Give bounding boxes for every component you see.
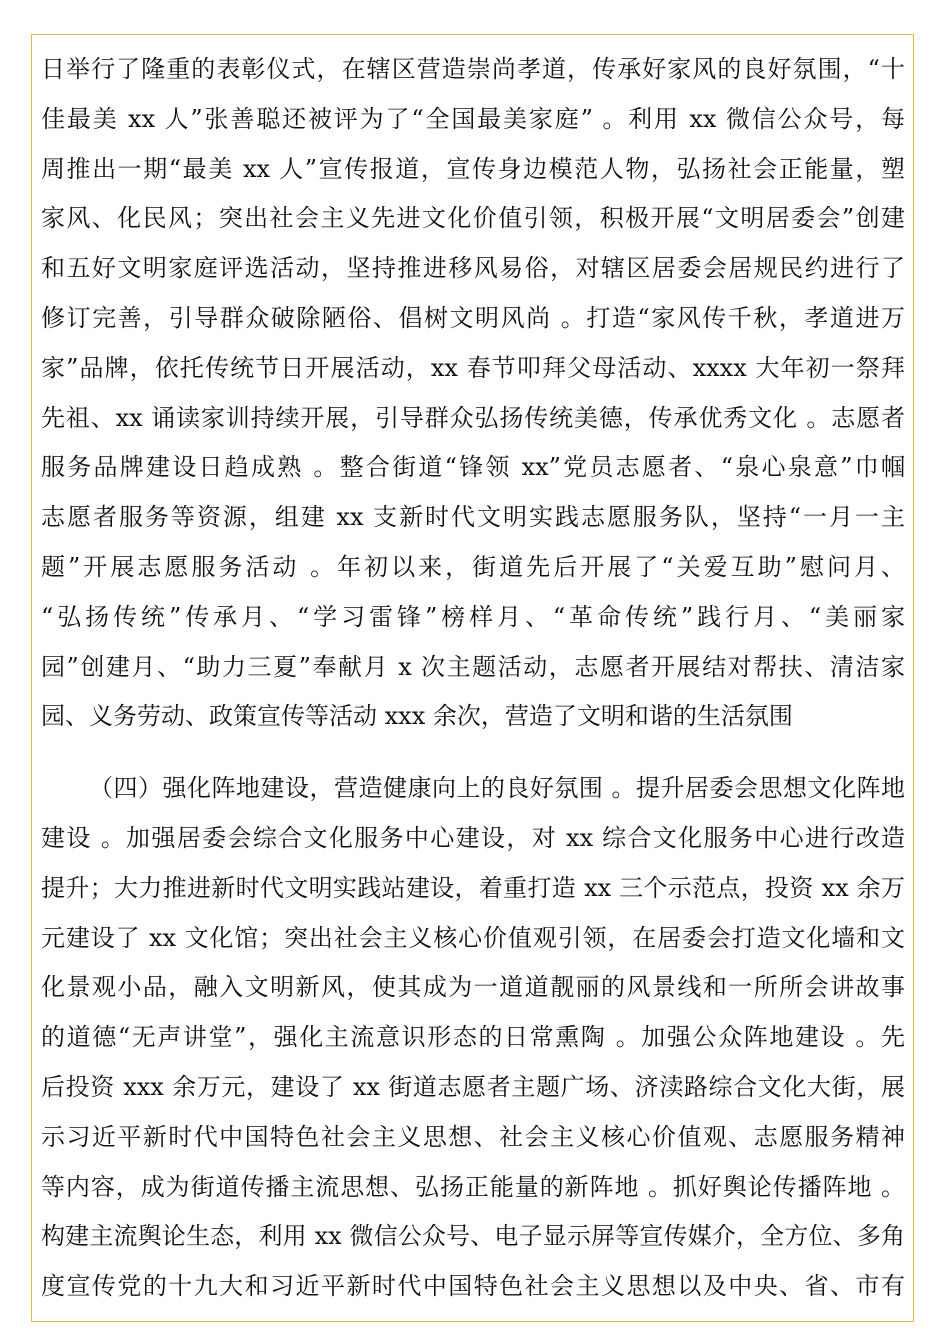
text-line: 家”品牌，依托传统节日开展活动，xx 春节叩拜父母活动、xxxx 大年初一祭拜 <box>41 353 905 382</box>
text-line: 志愿者服务等资源，组建 xx 支新时代文明实践志愿服务队，坚持“一月一主 <box>41 503 905 532</box>
section-heading-line: （四）强化阵地建设，营造健康向上的良好氛围 。提升居委会思想文化阵地 <box>89 774 905 803</box>
text-line: 日举行了隆重的表彰仪式，在辖区营造崇尚孝道，传承好家风的良好氛围，“十 <box>41 55 905 83</box>
text-line: 示习近平新时代中国特色社会主义思想、社会主义核心价值观、志愿服务精神 <box>41 1122 905 1151</box>
text-line: 的道德“无声讲堂”，强化主流意识形态的日常熏陶 。加强公众阵地建设 。先 <box>41 1023 905 1052</box>
text-line: 家风、化民风；突出社会主义先进文化价值引领，积极开展“文明居委会”创建 <box>41 204 905 233</box>
text-line: 化景观小品，融入文明新风，使其成为一道道靓丽的风景线和一所所会讲故事 <box>41 973 905 1002</box>
text-line: 先祖、xx 诵读家训持续开展，引导群众弘扬传统美德，传承优秀文化 。志愿者 <box>41 403 905 432</box>
paragraph-section-four <box>41 764 905 1312</box>
text-line: 建设 。加强居委会综合文化服务中心建设，对 xx 综合文化服务中心进行改造 <box>41 823 905 852</box>
text-line: 元建设了 xx 文化馆；突出社会主义核心价值观引领，在居委会打造文化墙和文 <box>41 923 905 952</box>
text-line: 和五好文明家庭评选活动，坚持推进移风易俗，对辖区居委会居规民约进行了 <box>41 254 905 283</box>
text-line: 构建主流舆论生态，利用 xx 微信公众号、电子显示屏等宣传媒介，全方位、多角 <box>41 1222 905 1251</box>
paragraph-spacer <box>41 742 905 764</box>
text-line: 度宣传党的十九大和习近平新时代中国特色社会主义思想以及中央、省、市有 <box>41 1272 905 1301</box>
text-line: 提升；大力推进新时代文明实践站建设，着重打造 xx 三个示范点，投资 xx 余万 <box>41 873 905 902</box>
text-line: 题”开展志愿服务活动 。年初以来，街道先后开展了“关爱互助”慰问月、 <box>41 552 905 581</box>
text-line: 等内容，成为街道传播主流思想、弘扬正能量的新阵地 。抓好舆论传播阵地 。 <box>41 1172 905 1201</box>
text-line: 园”创建月、“助力三夏”奉献月 x 次主题活动，志愿者开展结对帮扶、清洁家 <box>41 652 905 681</box>
document-body <box>41 45 905 1312</box>
text-line: 周推出一期“最美 xx 人”宣传报道，宣传身边模范人物，弘扬社会正能量，塑 <box>41 154 905 183</box>
text-line: 修订完善，引导群众破除陋俗、倡树文明风尚 。打造“家风传千秋，孝道进万 <box>41 303 905 332</box>
text-line: 园、义务劳动、政策宣传等活动 xxx 余次，营造了文明和谐的生活氛围 <box>41 702 793 731</box>
paragraph-family-values <box>41 45 905 742</box>
text-line: 后投资 xxx 余万元，建设了 xx 街道志愿者主题广场、济渎路综合文化大街，展 <box>41 1072 905 1101</box>
text-line: 服务品牌建设日趋成熟 。整合街道“锋领 xx”党员志愿者、“泉心泉意”巾帼 <box>41 453 905 482</box>
text-line: 佳最美 xx 人”张善聪还被评为了“全国最美家庭” 。利用 xx 微信公众号，每 <box>41 104 905 133</box>
page-frame <box>31 34 914 1322</box>
text-line: “弘扬传统”传承月、“学习雷锋”榜样月、“革命传统”践行月、“美丽家 <box>41 602 905 631</box>
